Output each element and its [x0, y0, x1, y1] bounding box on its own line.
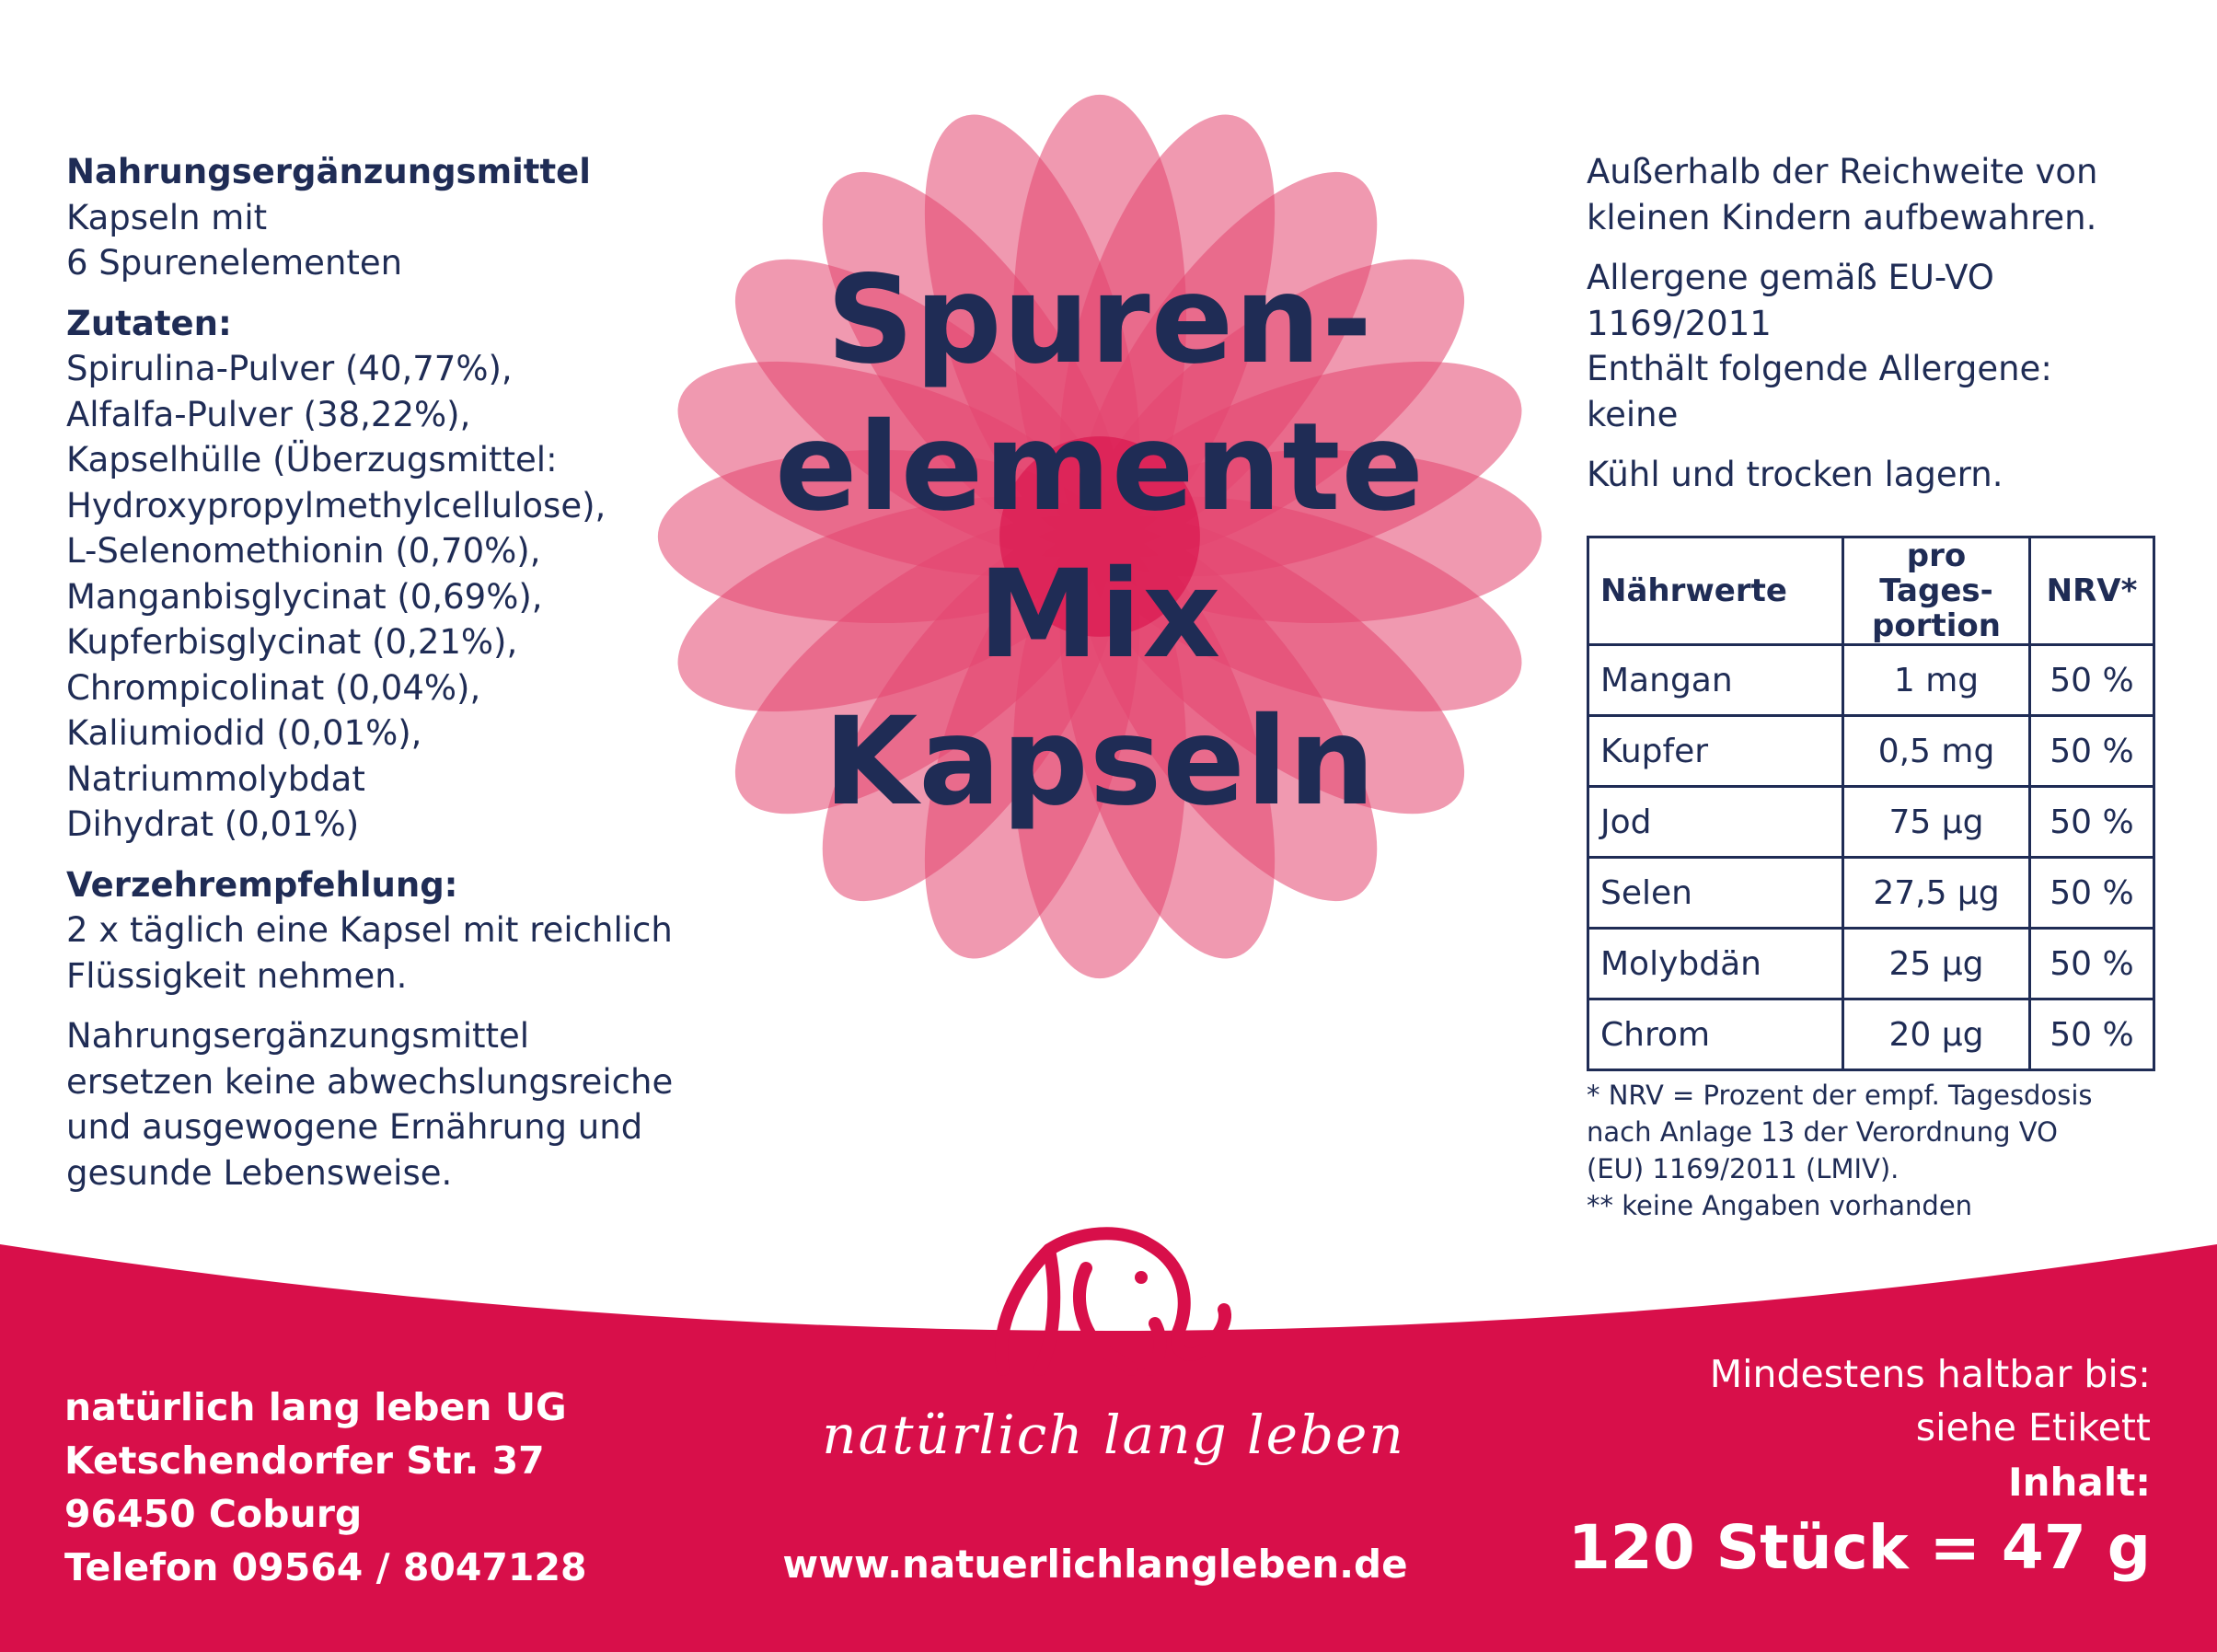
nutrient-nrv: 50 % [2030, 929, 2154, 999]
storage-line: Kühl und trocken lagern. [1587, 455, 2003, 494]
footnote-line: nach Anlage 13 der Verordnung VO [1587, 1116, 2058, 1148]
ingredient-line: L-Selenomethionin (0,70%), [66, 531, 541, 571]
storage-info [1587, 452, 2176, 498]
table-row [1588, 645, 2154, 716]
company-street: Ketschendorfer Str. 37 [64, 1438, 545, 1483]
nutrient-name: Selen [1588, 858, 1843, 929]
notice-line: ersetzen keine abwechslungsreiche [66, 1061, 674, 1102]
notice-line: und ausgewogene Ernährung und [66, 1107, 643, 1147]
notice-line: gesunde Lebensweise. [66, 1152, 453, 1193]
dosage-line: 2 x täglich eine Kapsel mit reichlich [66, 910, 673, 950]
nutrient-name: Jod [1588, 787, 1843, 858]
footnote-line: ** keine Angaben vorhanden [1587, 1190, 1973, 1221]
table-row [1588, 858, 2154, 929]
ingredient-line: Kaliumiodid (0,01%), [66, 713, 422, 753]
dosage-line: Flüssigkeit nehmen. [66, 955, 408, 996]
table-header-row [1588, 537, 2154, 645]
nutrient-amount: 25 µg [1843, 929, 2030, 999]
nutrient-amount: 1 mg [1843, 645, 2030, 716]
ingredients-block [66, 301, 710, 848]
ingredient-line: Manganbisglycinat (0,69%), [66, 576, 543, 617]
website-link[interactable]: www.natuerlichlangleben.de [782, 1542, 1408, 1587]
children-warning [1587, 149, 2176, 240]
company-city: 96450 Coburg [64, 1492, 363, 1536]
left-column [66, 149, 710, 1210]
table-row [1588, 999, 2154, 1070]
warning-line: Außerhalb der Reichweite von [1587, 152, 2098, 191]
nutrient-nrv: 50 % [2030, 645, 2154, 716]
company-phone: Telefon 09564 / 8047128 [64, 1545, 587, 1589]
allergen-line: Allergene gemäß EU-VO [1587, 258, 1994, 297]
ingredient-line: Hydroxypropylmethylcellulose), [66, 485, 606, 526]
allergen-line: 1169/2011 [1587, 303, 1772, 343]
intro-line: 6 Spurenelementen [66, 243, 403, 283]
table-row [1588, 929, 2154, 999]
dosage-block [66, 862, 710, 999]
nutrient-amount: 75 µg [1843, 787, 2030, 858]
nutrient-nrv: 50 % [2030, 716, 2154, 787]
ingredients-heading: Zutaten: [66, 303, 232, 343]
table-row [1588, 787, 2154, 858]
nutrient-nrv: 50 % [2030, 999, 2154, 1070]
ingredient-line: Kupferbisglycinat (0,21%), [66, 622, 518, 662]
allergen-info [1587, 255, 2176, 437]
ingredient-line: Spirulina-Pulver (40,77%), [66, 349, 513, 388]
title-line-3: Mix [977, 544, 1222, 686]
nutrition-table [1587, 536, 2155, 1071]
ingredient-line: Chrompicolinat (0,04%), [66, 667, 481, 708]
notice-block [66, 1013, 710, 1196]
header-daily-portion [1843, 537, 2030, 645]
nutrient-name: Chrom [1588, 999, 1843, 1070]
nutrient-amount: 0,5 mg [1843, 716, 2030, 787]
header-nrv: NRV* [2030, 537, 2154, 645]
product-type-heading: Nahrungsergänzungsmittel [66, 152, 591, 191]
content-label: Inhalt: [2007, 1460, 2151, 1505]
nutrient-amount: 27,5 µg [1843, 858, 2030, 929]
nutrient-name: Kupfer [1588, 716, 1843, 787]
title-line-2: elemente [775, 397, 1425, 538]
title-line-1: Spuren- [826, 249, 1373, 391]
ingredient-line: Alfalfa-Pulver (38,22%), [66, 394, 471, 434]
nutrient-name: Mangan [1588, 645, 1843, 716]
nrv-footnote [1587, 1077, 2194, 1224]
brand-wordmark: natürlich lang leben [822, 1404, 1405, 1466]
header-portion-line: portion [1872, 607, 2001, 644]
dosage-heading: Verzehrempfehlung: [66, 864, 458, 905]
nutrient-nrv: 50 % [2030, 858, 2154, 929]
ingredient-line: Kapselhülle (Überzugsmittel: [66, 440, 558, 479]
company-name: natürlich lang leben UG [64, 1385, 567, 1429]
footnote-line: (EU) 1169/2011 (LMIV). [1587, 1153, 1899, 1184]
nutrient-nrv: 50 % [2030, 787, 2154, 858]
notice-line: Nahrungsergänzungsmittel [66, 1016, 530, 1056]
allergen-line: Enthält folgende Allergene: [1587, 349, 2052, 388]
elephant-logo-icon [966, 1213, 1242, 1388]
ingredient-line: Dihydrat (0,01%) [66, 804, 360, 844]
best-before-label: Mindestens haltbar bis: [1709, 1352, 2151, 1396]
header-nutrient: Nährwerte [1588, 537, 1843, 645]
warning-line: kleinen Kindern aufbewahren. [1587, 197, 2097, 237]
header-portion-line: pro Tages- [1879, 537, 1993, 609]
ingredient-line: Natriummolybdat [66, 758, 365, 799]
best-before-value: siehe Etikett [1915, 1405, 2151, 1450]
nutrient-name: Molybdän [1588, 929, 1843, 999]
nutrient-amount: 20 µg [1843, 999, 2030, 1070]
product-type-block [66, 149, 710, 286]
footnote-line: * NRV = Prozent der empf. Tagesdosis [1587, 1080, 2093, 1111]
company-address [64, 1381, 587, 1594]
allergen-line: keine [1587, 394, 1679, 434]
table-row [1588, 716, 2154, 787]
intro-line: Kapseln mit [66, 197, 268, 237]
shelf-life-and-content [1568, 1347, 2151, 1587]
title-line-4: Kapseln [823, 691, 1377, 833]
content-value: 120 Stück = 47 g [1567, 1512, 2151, 1583]
right-column [1587, 149, 2176, 513]
product-title [644, 247, 1555, 836]
